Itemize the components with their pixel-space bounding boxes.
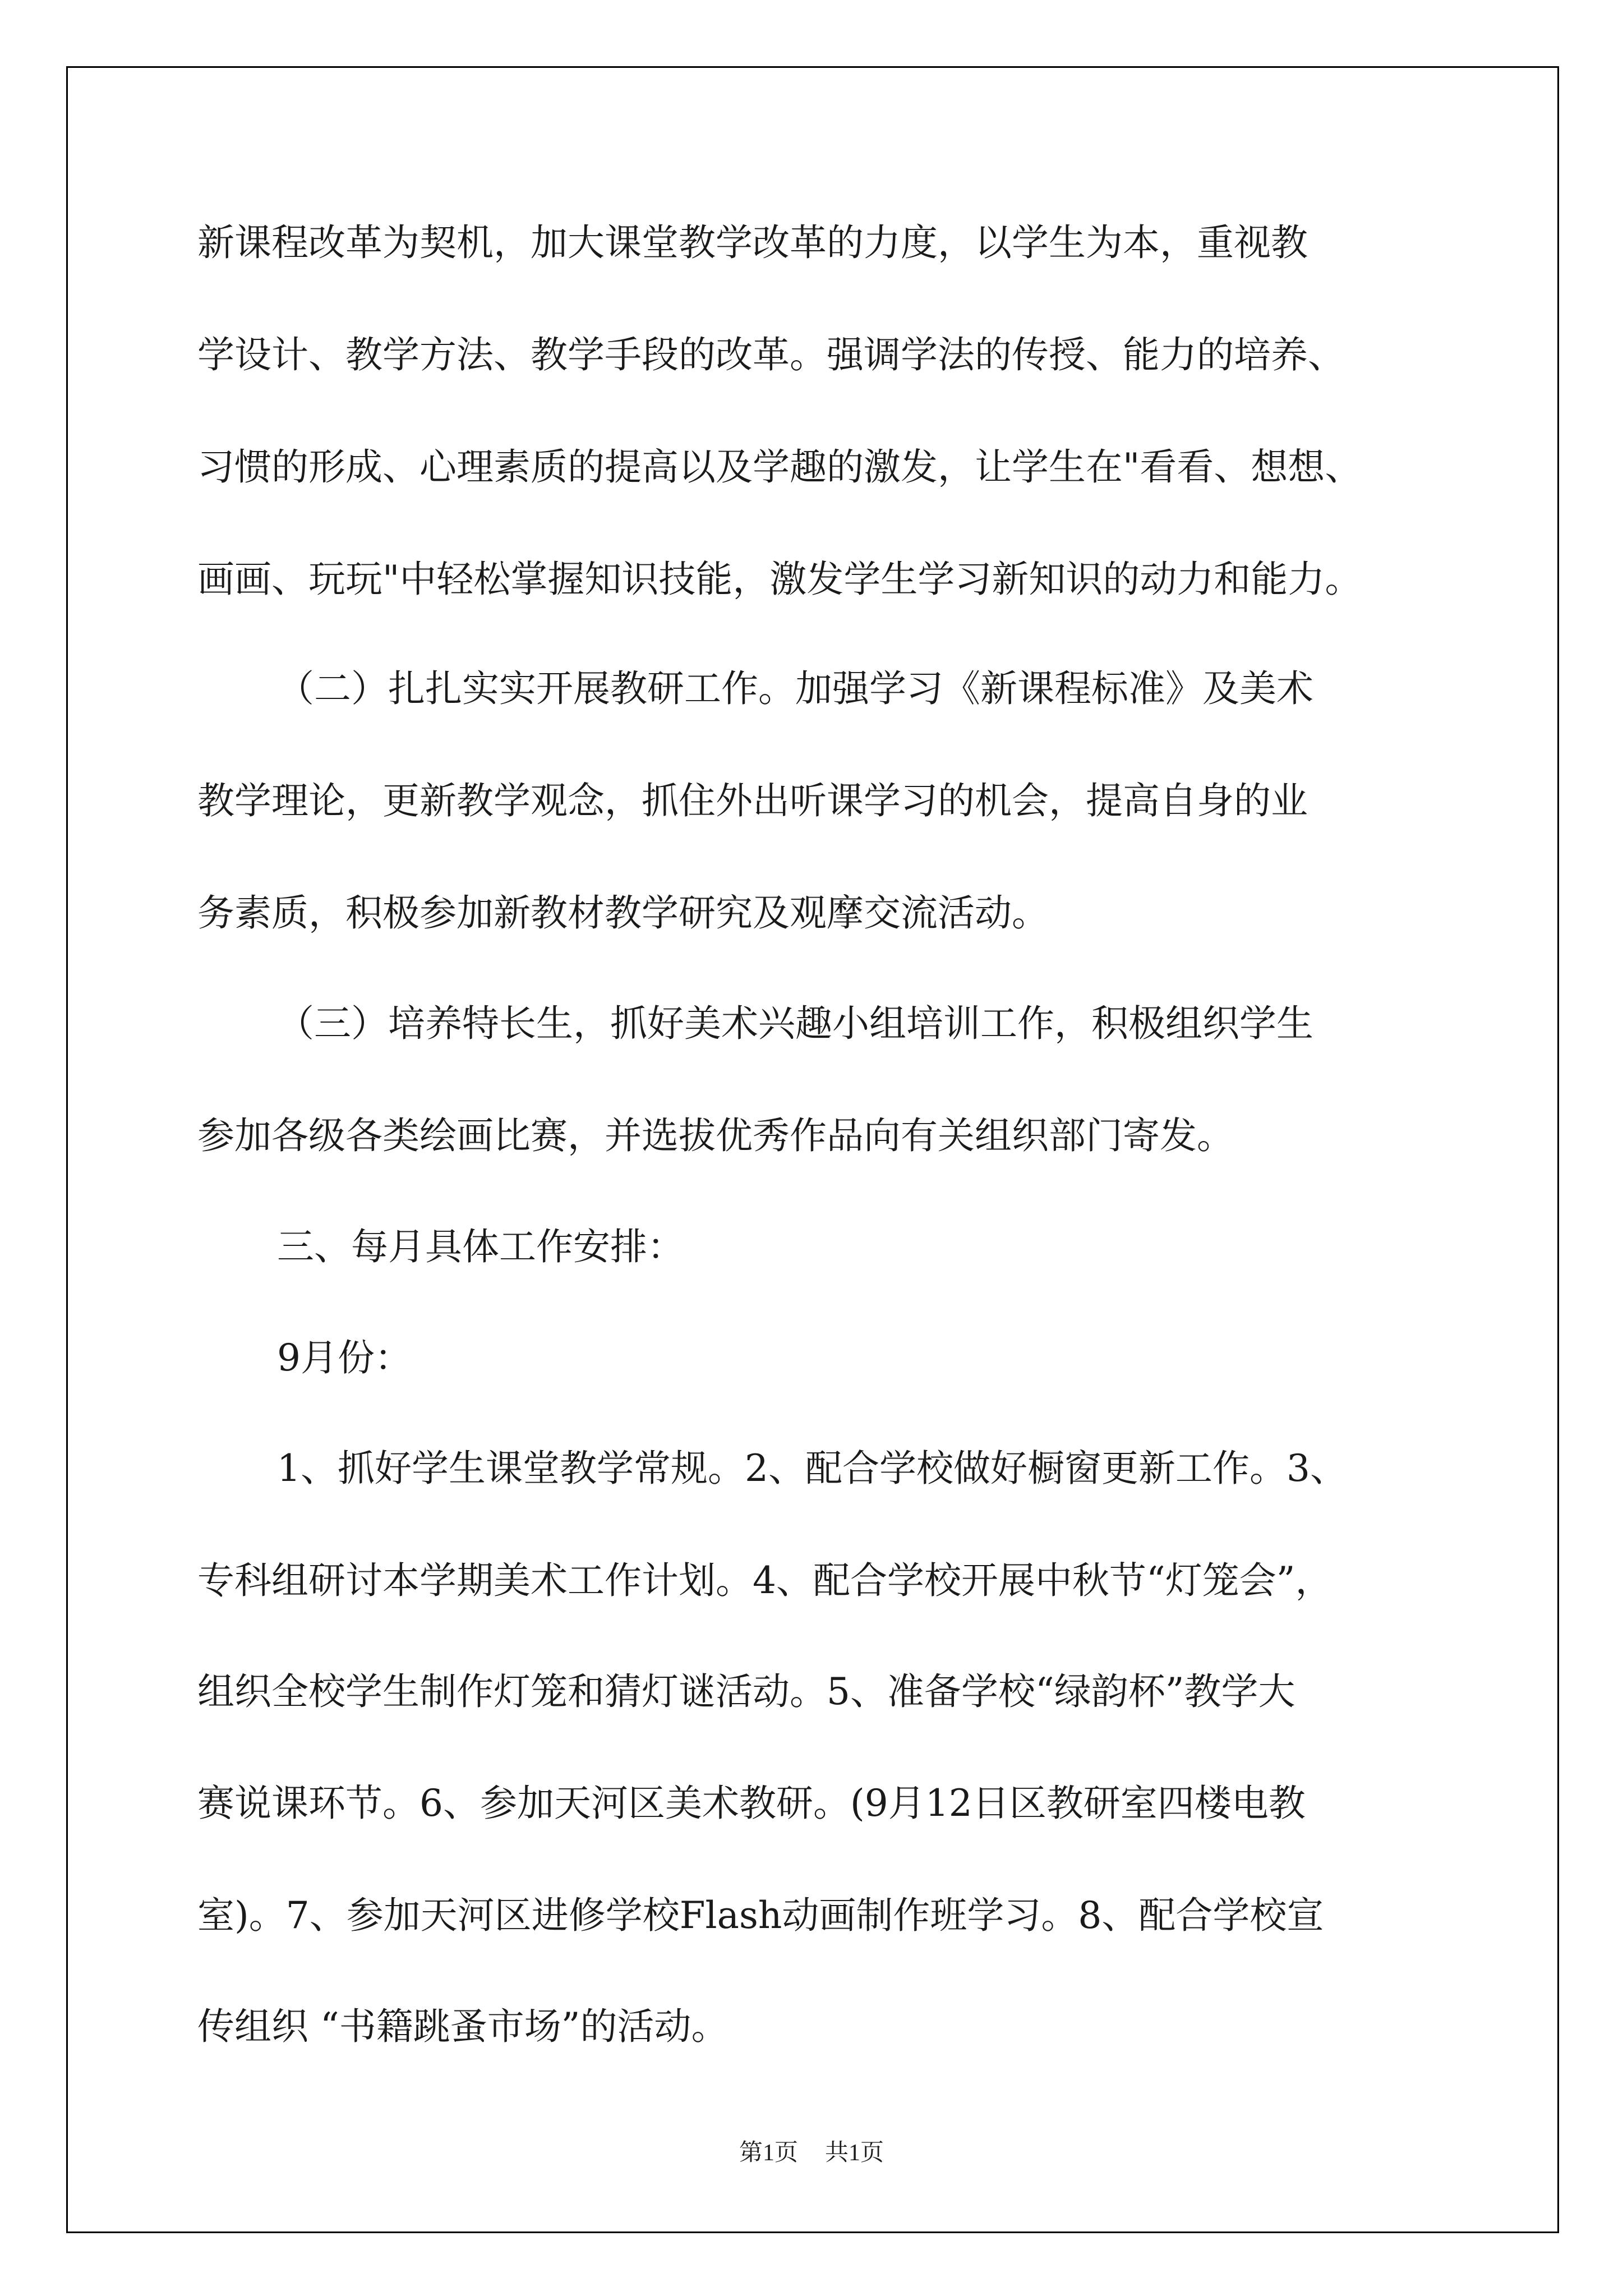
paragraph-line: （二）扎扎实实开展教研工作。加强学习《新课程标准》及美术 [277,667,1313,710]
paragraph-line: 新课程改革为契机，加大课堂教学改革的力度，以学生为本，重视教 [197,221,1308,264]
paragraph-line: 组织全校学生制作灯笼和猜灯谜活动。5、准备学校“绿韵杯”教学大 [197,1670,1295,1713]
page-footer [0,2134,1623,2168]
paragraph-line: 赛说课环节。6、参加天河区美术教研。(9月12日区教研室四楼电教 [197,1782,1306,1825]
paragraph-line: 务素质，积极参加新教材教学研究及观摩交流活动。 [197,891,1049,935]
paragraph-line: 室)。7、参加天河区进修学校Flash动画制作班学习。8、配合学校宣 [197,1894,1324,1937]
paragraph-line: 学设计、教学方法、教学手段的改革。强调学法的传授、能力的培养、 [197,333,1345,376]
paragraph-line: 专科组研讨本学期美术工作计划。4、配合学校开展中秋节“灯笼会”， [197,1559,1332,1602]
month-heading: 9月份： [277,1336,412,1379]
paragraph-line: 1、抓好学生课堂教学常规。2、配合学校做好橱窗更新工作。3、 [277,1447,1347,1490]
paragraph-line: 习惯的形成、心理素质的提高以及学趣的激发，让学生在"看看、想想、 [197,445,1362,489]
paragraph-line: 参加各级各类绘画比赛，并选拔优秀作品向有关组织部门寄发。 [197,1114,1234,1157]
section-heading: 三、每月具体工作安排： [277,1225,684,1268]
paragraph-line: 画画、玩玩"中轻松掌握知识技能，激发学生学习新知识的动力和能力。 [197,558,1362,601]
paragraph-line: 教学理论，更新教学观念，抓住外出听课学习的机会，提高自身的业 [197,779,1308,822]
paragraph-line: 传组织 “书籍跳蚤市场”的活动。 [197,2005,728,2048]
page-total: 共1页 [825,2140,884,2166]
page-number: 第1页 [739,2140,798,2166]
paragraph-line: （三）培养特长生，抓好美术兴趣小组培训工作，积极组织学生 [277,1002,1313,1045]
